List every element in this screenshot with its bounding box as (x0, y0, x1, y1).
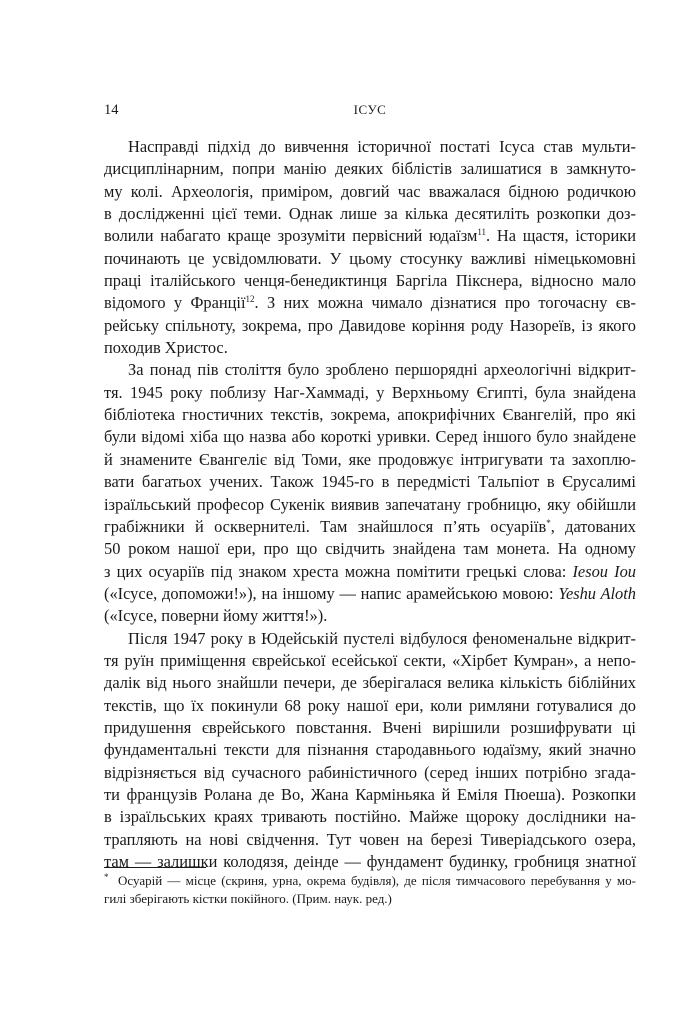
footnote-line: * Осуарій — місце (скриня, урна, окрема будівля), де після тимчасового перебування у мо- (104, 872, 636, 888)
text-line: там — залишки колодязя, деінде — фундамент будинку, гробниця знатної (104, 852, 636, 871)
text-fragment: . З них можна чимало дізнатися про тогочасну єв- (254, 293, 636, 313)
text-fragment: з цих осуаріїв під знаком хреста можна помітити грецькі слова: (104, 561, 573, 581)
text-line: ти французів Ролана де Во, Жана Карміньяка й Еміля Пюеша). Розкопки (104, 784, 636, 804)
text-line: дисциплінарним, попри манію деяких біблістів залишатися в замкнуто- (104, 159, 636, 179)
running-title: ІСУС (353, 102, 387, 117)
text-line: рейську спільноту, зокрема, про Давидове коріння роду Назореїв, із якого (104, 315, 636, 335)
text-line (104, 561, 636, 583)
text-fragment: («Ісусе, допоможи!»), на іншому — напис арамейською мовою: (104, 583, 559, 603)
text-line: відрізняється від сучасного рабиністичного (серед інших потрібно згада- (104, 762, 636, 782)
text-line: придушення єврейського повстання. Вчені вирішили розшифрувати ці (104, 717, 636, 737)
text-line: починають це усвідомлювати. У цьому стосунку важливі німецькомовні (104, 248, 636, 268)
text-line: далік від нього знайшли печери, де зберігалася велика кількість біблійних (104, 673, 636, 693)
text-line: походив Христос. (104, 338, 228, 358)
text-line: в ізраїльських краях тривають постійно. Майже щороку дослідники на- (104, 807, 636, 827)
running-head (104, 100, 636, 120)
text-line (104, 292, 636, 314)
text-fragment: , датованих (550, 516, 636, 536)
text-line: За понад пів століття було зроблено першорядні археологічні відкрит- (128, 360, 636, 380)
footnote-rule (104, 867, 206, 868)
text-line (104, 583, 636, 605)
text-line: й знамените Євангеліє від Томи, яке продовжує інтригувати та захоплю- (104, 449, 636, 469)
note-ref-12: 12 (245, 294, 255, 305)
note-ref-11: 11 (477, 227, 486, 238)
text-line: тя руїн приміщення єврейської есейської секти, «Хірбет Кумран», а непо- (104, 650, 636, 670)
text-line: текстів, що їх покинули 68 року нашої ери, коли римляни готувалися до (104, 695, 636, 715)
text-line: фундаментальні тексти для пізнання стародавнього юдаїзму, який значно (104, 740, 636, 760)
text-fragment: грабіжники й осквернителі. Там знайшлося п’ять осуаріїв (104, 516, 547, 536)
text-fragment: волили набагато краще зрозуміти первісний юдаїзм (104, 226, 478, 246)
text-line: 50 роком нашої ери, про що свідчить знайдена там монета. На одному (104, 539, 636, 559)
text-line: в дослідженні цієї теми. Однак лише за кілька десятиліть розкопки доз- (104, 204, 636, 224)
text-line: були відомі хіба що назва або короткі уривки. Серед іншого було знайдене (104, 427, 636, 447)
text-line: Після 1947 року в Юдейській пустелі відбулося феноменальне відкрит- (128, 628, 636, 648)
text-fragment: відомого у Франції (104, 293, 246, 313)
page-number: 14 (104, 102, 119, 118)
text-line: праці італійського ченця-бенедиктинця Баргіла Пікснера, відносно мало (104, 271, 636, 291)
note-ref-star: * (546, 517, 551, 528)
aramaic-phrase: Yeshu Aloth (558, 583, 637, 603)
footnote (104, 872, 636, 908)
text-line: Насправді підхід до вивчення історичної постаті Ісуса став мульти- (128, 137, 636, 156)
text-line: му колі. Археологія, приміром, довгий час вважалася бідною родичкою (104, 181, 636, 201)
text-line (104, 516, 636, 538)
footnote-line: гилі зберігають кістки покійного. (Прим. наук. ред.) (104, 891, 392, 906)
text-line: трапляють на нові свідчення. Тут човен на березі Тиверіадського озера, (104, 829, 636, 849)
text-line: вати багатьох учених. Також 1945-го в передмісті Тальпіот в Єрусалимі (104, 472, 636, 492)
footnote-text: Осуарій — місце (скриня, урна, окрема будівля), де після тимчасового перебування у мо- (118, 873, 636, 888)
text-fragment: . На щастя, історики (486, 226, 637, 246)
body-text (104, 136, 636, 873)
text-line: ізраїльський професор Сукенік виявив запечатану гробницю, яку обійшли (104, 494, 636, 514)
text-line (104, 225, 636, 247)
greek-phrase: Iesou Iou (572, 561, 636, 581)
text-line: («Ісусе, поверни йому життя!»). (104, 606, 328, 626)
text-line: тя. 1945 року поблизу Наг-Хаммаді, у Верхньому Єгипті, була знайдена (104, 382, 636, 402)
text-line: бібліотека гностичних текстів, зокрема, апокрифічних Євангелій, про які (104, 405, 636, 425)
